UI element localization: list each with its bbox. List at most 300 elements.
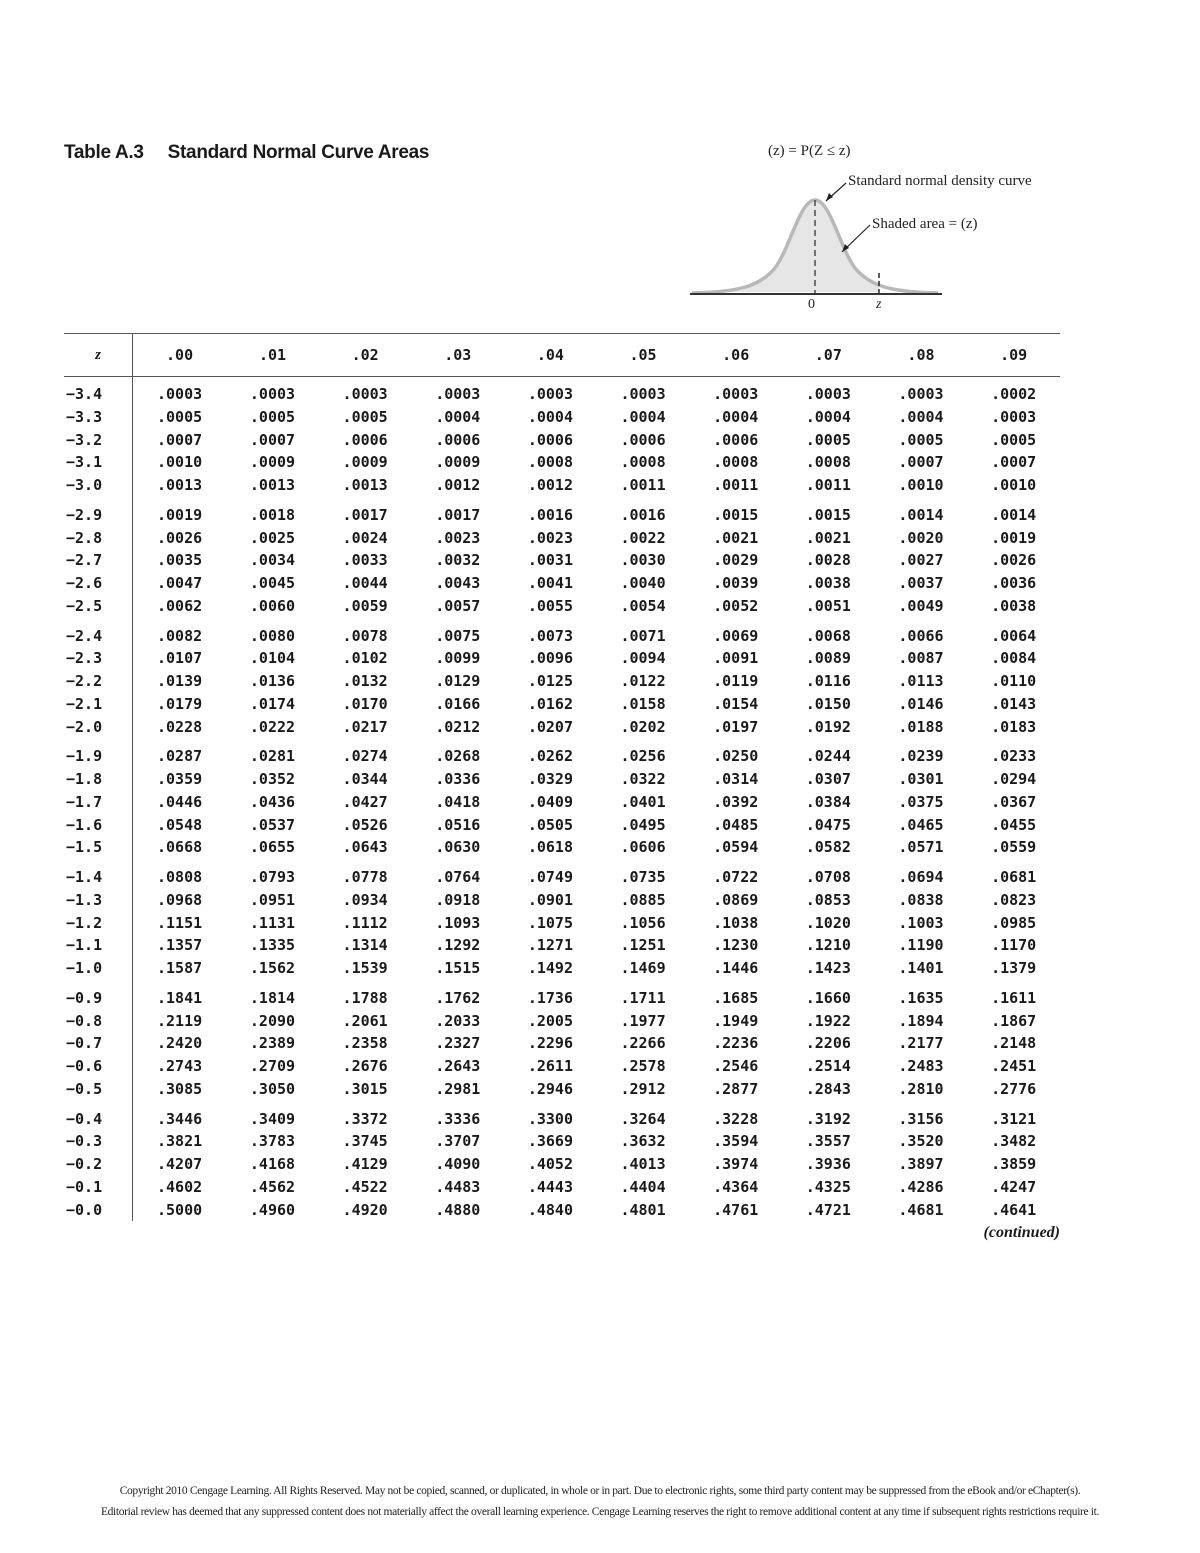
probability-cell: .3121	[991, 1109, 1037, 1128]
probability-cell: .0934	[342, 890, 388, 909]
probability-cell: .0869	[713, 890, 759, 909]
probability-cell: .0089	[805, 649, 851, 668]
probability-cell: .4364	[713, 1177, 759, 1196]
probability-cell: .0418	[435, 792, 481, 811]
z-value-cell: −0.7	[64, 1032, 133, 1055]
table-title	[64, 142, 429, 164]
probability-cell: .2643	[435, 1057, 481, 1075]
probability-cell: .0003	[435, 385, 481, 403]
probability-cell: .2061	[342, 1011, 388, 1030]
probability-cell: .0129	[435, 672, 481, 690]
probability-cell: .1562	[249, 959, 296, 977]
probability-cell: .0008	[713, 453, 759, 472]
z-value-cell: −2.1	[64, 693, 133, 716]
probability-cell: .0071	[620, 626, 666, 645]
probability-cell: .0618	[527, 838, 573, 857]
table-row	[64, 716, 1060, 739]
probability-cell: .2843	[805, 1079, 851, 1098]
probability-cell: .3974	[713, 1155, 759, 1173]
probability-cell: .0004	[435, 407, 481, 426]
probability-cell: .1131	[249, 913, 296, 932]
probability-cell: .0099	[435, 649, 481, 668]
probability-cell: .0005	[249, 407, 296, 426]
probability-cell: .1587	[157, 959, 203, 977]
probability-cell: .0041	[527, 574, 573, 592]
probability-cell: .2709	[249, 1057, 296, 1075]
probability-cell: .0017	[435, 505, 481, 524]
probability-cell: .0006	[713, 430, 759, 449]
table-row	[64, 429, 1060, 452]
probability-cell: .0329	[527, 770, 573, 788]
probability-cell: .0021	[805, 528, 851, 547]
table-row	[64, 791, 1060, 814]
probability-cell: .0080	[249, 626, 296, 645]
probability-cell: .1401	[898, 959, 944, 977]
probability-cell: .0003	[898, 385, 944, 403]
probability-cell: .0025	[249, 528, 296, 547]
probability-cell: .0174	[249, 694, 296, 713]
probability-cell: .0268	[435, 747, 481, 766]
probability-cell: .0485	[713, 815, 759, 834]
z-value-cell: −0.5	[64, 1078, 133, 1101]
probability-cell: .0571	[898, 838, 944, 857]
z-value-cell: −1.2	[64, 912, 133, 935]
probability-cell: .0301	[898, 770, 944, 788]
probability-cell: .0749	[527, 868, 573, 886]
probability-cell: .0004	[898, 407, 944, 426]
probability-cell: .1949	[713, 1011, 759, 1030]
probability-cell: .0166	[435, 694, 481, 713]
probability-cell: .0287	[157, 747, 203, 766]
probability-cell: .2483	[898, 1057, 944, 1075]
probability-cell: .0009	[435, 453, 481, 472]
probability-cell: .2119	[157, 1011, 203, 1030]
column-header: .06	[689, 334, 782, 377]
probability-cell: .0107	[157, 649, 203, 668]
probability-cell: .0505	[527, 815, 573, 834]
probability-cell: .0192	[805, 717, 851, 736]
probability-cell: .1446	[713, 959, 759, 977]
probability-cell: .3859	[991, 1155, 1037, 1173]
probability-cell: .0217	[342, 717, 388, 736]
probability-cell: .4129	[342, 1155, 388, 1173]
table-row	[64, 1130, 1060, 1153]
probability-cell: .0014	[991, 505, 1037, 524]
z-value-cell: −2.7	[64, 549, 133, 572]
z-value-cell: −2.8	[64, 527, 133, 550]
probability-cell: .4840	[527, 1200, 573, 1219]
table-row	[64, 595, 1060, 618]
probability-cell: .0091	[713, 649, 759, 668]
column-header: .00	[133, 334, 227, 377]
probability-cell: .0722	[713, 868, 759, 886]
probability-cell: .0548	[157, 815, 203, 834]
table-row	[64, 1078, 1060, 1101]
probability-cell: .0853	[805, 890, 851, 909]
table-number: Table A.3	[64, 142, 144, 163]
probability-cell: .0885	[620, 890, 666, 909]
table-name: Standard Normal Curve Areas	[167, 142, 430, 163]
probability-cell: .2296	[527, 1034, 573, 1053]
probability-cell: .0026	[157, 528, 203, 547]
probability-cell: .4483	[435, 1177, 481, 1196]
probability-cell: .0823	[991, 890, 1037, 909]
probability-cell: .0007	[157, 430, 203, 449]
probability-cell: .3707	[435, 1132, 481, 1151]
z-value-cell: −2.5	[64, 595, 133, 618]
probability-cell: .3520	[898, 1132, 944, 1151]
probability-cell: .0015	[805, 505, 851, 524]
probability-cell: .4880	[435, 1200, 481, 1219]
probability-cell: .4207	[157, 1155, 203, 1173]
probability-cell: .3192	[805, 1109, 851, 1128]
z-value-cell: −1.6	[64, 814, 133, 837]
probability-cell: .4562	[249, 1177, 296, 1196]
probability-cell: .0002	[991, 385, 1037, 403]
probability-cell: .0004	[527, 407, 573, 426]
z-column-header: z	[64, 334, 133, 377]
probability-cell: .0012	[527, 476, 573, 494]
probability-cell: .0158	[620, 694, 666, 713]
axis-zero-label: 0	[808, 297, 815, 312]
probability-cell: .0778	[342, 868, 388, 886]
probability-cell: .0052	[713, 596, 759, 615]
probability-cell: .0384	[805, 792, 851, 811]
probability-cell: .0436	[249, 792, 296, 811]
probability-cell: .3156	[898, 1109, 944, 1128]
probability-cell: .0084	[991, 649, 1037, 668]
probability-cell: .0004	[805, 407, 851, 426]
z-value-cell: −0.9	[64, 980, 133, 1010]
probability-cell: .0034	[249, 551, 296, 570]
table-row	[64, 889, 1060, 912]
probability-cell: .4168	[249, 1155, 296, 1173]
probability-cell: .0359	[157, 770, 203, 788]
probability-cell: .0038	[805, 574, 851, 592]
z-value-cell: −1.5	[64, 836, 133, 859]
probability-cell: .0256	[620, 747, 666, 766]
probability-cell: .0207	[527, 717, 573, 736]
probability-cell: .0012	[435, 476, 481, 494]
probability-cell: .0013	[249, 476, 296, 494]
probability-cell: .0250	[713, 747, 759, 766]
probability-cell: .0035	[157, 551, 203, 570]
probability-cell: .0968	[157, 890, 203, 909]
copyright-footer-line2: Editorial review has deemed that any suppressed content does not materially affect the overall learning experience. Cengage Learning reserves the right to remove additional content at any time if subsequent rights restrictions require it.	[100, 1506, 1100, 1518]
column-header: .02	[319, 334, 412, 377]
table-row	[64, 549, 1060, 572]
probability-cell: .3632	[620, 1132, 666, 1151]
probability-cell: .3482	[991, 1132, 1037, 1151]
table-row	[64, 912, 1060, 935]
probability-cell: .1762	[435, 988, 481, 1007]
probability-cell: .0202	[620, 717, 666, 736]
copyright-footer-line1: Copyright 2010 Cengage Learning. All Rights Reserved. May not be copied, scanned, or duplicated, in whole or in part. Due to electronic rights, some third party content may be suppressed from the eBook and/or eChapter(s).	[119, 1485, 1081, 1497]
probability-cell: .0427	[342, 792, 388, 811]
probability-cell: .2266	[620, 1034, 666, 1053]
probability-cell: .0096	[527, 649, 573, 668]
probability-cell: .0013	[342, 476, 388, 494]
probability-cell: .0119	[713, 672, 759, 690]
probability-cell: .0027	[898, 551, 944, 570]
probability-cell: .0030	[620, 551, 666, 570]
probability-cell: .0018	[249, 505, 296, 524]
column-header: .09	[967, 334, 1060, 377]
probability-cell: .0006	[620, 430, 666, 449]
probability-cell: .0006	[435, 430, 481, 449]
z-value-cell: −2.4	[64, 618, 133, 648]
probability-cell: .3085	[157, 1079, 203, 1098]
probability-cell: .2981	[435, 1079, 481, 1098]
probability-cell: .0606	[620, 838, 666, 857]
probability-cell: .0005	[805, 430, 851, 449]
probability-cell: .0985	[991, 913, 1037, 932]
probability-cell: .2611	[527, 1057, 573, 1075]
probability-cell: .0197	[713, 717, 759, 736]
probability-cell: .4404	[620, 1177, 666, 1196]
probability-cell: .2389	[249, 1034, 296, 1053]
z-value-cell: −1.7	[64, 791, 133, 814]
probability-cell: .1093	[435, 913, 481, 932]
table-row	[64, 474, 1060, 497]
table-row	[64, 670, 1060, 693]
probability-cell: .0036	[991, 574, 1037, 592]
table-row	[64, 572, 1060, 595]
probability-cell: .0073	[527, 626, 573, 645]
probability-cell: .0054	[620, 596, 666, 615]
probability-cell: .2005	[527, 1011, 573, 1030]
table-row	[64, 618, 1060, 648]
probability-cell: .1660	[805, 988, 851, 1007]
header-row	[64, 334, 1060, 377]
probability-cell: .2236	[713, 1034, 759, 1053]
probability-cell: .0465	[898, 815, 944, 834]
z-value-cell: −3.2	[64, 429, 133, 452]
probability-cell: .0594	[713, 838, 759, 857]
probability-cell: .1922	[805, 1011, 851, 1030]
shaded-area-label: Shaded area = (z)	[872, 216, 978, 232]
table-row	[64, 1199, 1060, 1222]
probability-cell: .1736	[527, 988, 573, 1007]
z-value-cell: −1.8	[64, 768, 133, 791]
probability-cell: .0011	[713, 476, 759, 494]
continued-note: (continued)	[983, 1224, 1060, 1241]
z-value-cell: −2.2	[64, 670, 133, 693]
probability-cell: .3557	[805, 1132, 851, 1151]
probability-cell: .2776	[991, 1079, 1037, 1098]
probability-cell: .0078	[342, 626, 388, 645]
probability-cell: .0901	[527, 890, 573, 909]
probability-cell: .0582	[805, 838, 851, 857]
probability-cell: .3446	[157, 1109, 203, 1128]
probability-cell: .1210	[805, 936, 851, 955]
probability-cell: .0233	[991, 747, 1037, 766]
probability-cell: .0055	[527, 596, 573, 615]
probability-cell: .1611	[991, 988, 1037, 1007]
table-row	[64, 836, 1060, 859]
probability-cell: .0262	[527, 747, 573, 766]
probability-cell: .3745	[342, 1132, 388, 1151]
probability-cell: .0008	[805, 453, 851, 472]
probability-cell: .4602	[157, 1177, 203, 1196]
probability-cell: .0008	[527, 453, 573, 472]
probability-cell: .0037	[898, 574, 944, 592]
axis-z-label: z	[876, 297, 882, 312]
probability-cell: .0003	[713, 385, 759, 403]
probability-cell: .0005	[991, 430, 1037, 449]
probability-cell: .0764	[435, 868, 481, 886]
probability-cell: .3409	[249, 1109, 296, 1128]
probability-cell: .1492	[527, 959, 573, 977]
z-value-cell: −1.1	[64, 934, 133, 957]
probability-cell: .0212	[435, 717, 481, 736]
z-value-cell: −3.3	[64, 406, 133, 429]
table-row	[64, 406, 1060, 429]
probability-cell: .2546	[713, 1057, 759, 1075]
probability-cell: .0020	[898, 528, 944, 547]
table-row	[64, 647, 1060, 670]
probability-cell: .0006	[342, 430, 388, 449]
probability-cell: .0019	[991, 528, 1037, 547]
probability-cell: .1056	[620, 913, 666, 932]
probability-cell: .0023	[435, 528, 481, 547]
probability-cell: .0559	[991, 838, 1037, 857]
probability-cell: .0122	[620, 672, 666, 690]
probability-cell: .3228	[713, 1109, 759, 1128]
probability-cell: .1112	[342, 913, 388, 932]
probability-cell: .4443	[527, 1177, 573, 1196]
probability-cell: .0045	[249, 574, 296, 592]
probability-cell: .0526	[342, 815, 388, 834]
probability-cell: .3264	[620, 1109, 666, 1128]
probability-cell: .1038	[713, 913, 759, 932]
probability-cell: .4761	[713, 1200, 759, 1219]
probability-cell: .0003	[249, 385, 296, 403]
probability-cell: .4920	[342, 1200, 388, 1219]
probability-cell: .0004	[713, 407, 759, 426]
z-value-cell: −0.0	[64, 1199, 133, 1222]
probability-cell: .0793	[249, 868, 296, 886]
table-body	[64, 377, 1060, 1222]
z-value-cell: −0.2	[64, 1153, 133, 1176]
probability-cell: .1685	[713, 988, 759, 1007]
probability-cell: .0015	[713, 505, 759, 524]
probability-cell: .1271	[527, 936, 573, 955]
probability-cell: .0116	[805, 672, 851, 690]
probability-cell: .4721	[805, 1200, 851, 1219]
probability-cell: .1335	[249, 936, 296, 955]
probability-cell: .3300	[527, 1109, 573, 1128]
probability-cell: .0004	[620, 407, 666, 426]
probability-cell: .2946	[527, 1079, 573, 1098]
probability-cell: .0838	[898, 890, 944, 909]
probability-cell: .0057	[435, 596, 481, 615]
probability-cell: .0043	[435, 574, 481, 592]
probability-cell: .0016	[527, 505, 573, 524]
probability-cell: .0352	[249, 770, 296, 788]
probability-cell: .0059	[342, 596, 388, 615]
probability-cell: .0244	[805, 747, 851, 766]
probability-cell: .0344	[342, 770, 388, 788]
probability-cell: .0008	[620, 453, 666, 472]
probability-cell: .1814	[249, 988, 296, 1007]
probability-cell: .0019	[157, 505, 203, 524]
z-value-cell: −2.9	[64, 497, 133, 527]
probability-cell: .2676	[342, 1057, 388, 1075]
probability-cell: .1635	[898, 988, 944, 1007]
probability-cell: .0139	[157, 672, 203, 690]
probability-cell: .0655	[249, 838, 296, 857]
probability-cell: .0102	[342, 649, 388, 668]
probability-cell: .1469	[620, 959, 666, 977]
probability-cell: .0062	[157, 596, 203, 615]
probability-cell: .1379	[991, 959, 1037, 977]
probability-cell: .0021	[713, 528, 759, 547]
probability-cell: .0064	[991, 626, 1037, 645]
probability-cell: .3936	[805, 1155, 851, 1173]
probability-cell: .0110	[991, 672, 1037, 690]
probability-cell: .0039	[713, 574, 759, 592]
probability-cell: .0014	[898, 505, 944, 524]
table-row	[64, 738, 1060, 768]
probability-cell: .0075	[435, 626, 481, 645]
probability-cell: .0274	[342, 747, 388, 766]
probability-cell: .4052	[527, 1155, 573, 1173]
probability-cell: .1151	[157, 913, 203, 932]
probability-cell: .0003	[342, 385, 388, 403]
z-value-cell: −0.4	[64, 1101, 133, 1131]
probability-cell: .4090	[435, 1155, 481, 1173]
probability-cell: .0033	[342, 551, 388, 570]
probability-cell: .0146	[898, 694, 944, 713]
probability-cell: .0049	[898, 596, 944, 615]
probability-cell: .2148	[991, 1034, 1037, 1053]
probability-cell: .0735	[620, 868, 666, 886]
probability-cell: .0007	[249, 430, 296, 449]
probability-cell: .0294	[991, 770, 1037, 788]
table-row	[64, 980, 1060, 1010]
probability-cell: .0392	[713, 792, 759, 811]
probability-cell: .0003	[157, 385, 203, 403]
probability-cell: .0475	[805, 815, 851, 834]
probability-cell: .1841	[157, 988, 203, 1007]
z-value-cell: −0.3	[64, 1130, 133, 1153]
table-row	[64, 1055, 1060, 1078]
probability-cell: .0495	[620, 815, 666, 834]
probability-cell: .3336	[435, 1109, 481, 1128]
probability-cell: .0094	[620, 649, 666, 668]
table-row	[64, 377, 1060, 406]
probability-cell: .3050	[249, 1079, 296, 1098]
probability-cell: .0401	[620, 792, 666, 811]
probability-cell: .1711	[620, 988, 666, 1007]
probability-cell: .0681	[991, 868, 1037, 886]
probability-cell: .1515	[435, 959, 481, 977]
probability-cell: .3821	[157, 1132, 203, 1151]
probability-cell: .0183	[991, 717, 1037, 736]
probability-cell: .2090	[249, 1011, 296, 1030]
probability-cell: .0104	[249, 649, 296, 668]
probability-cell: .0013	[157, 476, 203, 494]
probability-cell: .3669	[527, 1132, 573, 1151]
table-row	[64, 693, 1060, 716]
probability-cell: .4641	[991, 1200, 1037, 1219]
probability-cell: .0188	[898, 717, 944, 736]
probability-cell: .0918	[435, 890, 481, 909]
probability-cell: .0010	[157, 453, 203, 472]
table-row	[64, 859, 1060, 889]
probability-cell: .1292	[435, 936, 481, 955]
